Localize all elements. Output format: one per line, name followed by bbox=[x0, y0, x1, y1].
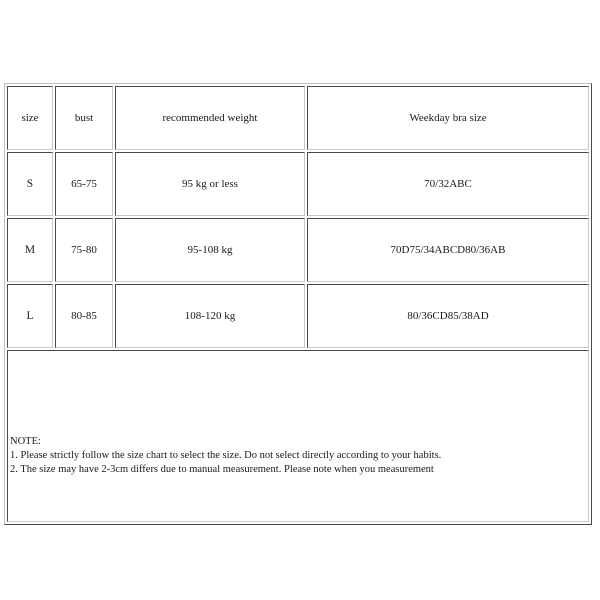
bust-cell: 75-80 bbox=[55, 218, 113, 282]
weight-cell: 95-108 kg bbox=[115, 218, 305, 282]
bra-size-cell: 80/36CD85/38AD bbox=[307, 284, 589, 348]
header-bra-size: Weekday bra size bbox=[307, 86, 589, 150]
bra-size-cell: 70/32ABC bbox=[307, 152, 589, 216]
table-header-row bbox=[7, 86, 589, 150]
note-row bbox=[7, 350, 589, 522]
note-cell bbox=[7, 350, 589, 522]
bra-size-cell: 70D75/34ABCD80/36AB bbox=[307, 218, 589, 282]
note-line-2: 2. The size may have 2-3cm differs due to manual measurement. Please note when you measurement bbox=[10, 463, 434, 475]
bust-cell: 65-75 bbox=[55, 152, 113, 216]
size-chart-table bbox=[4, 83, 592, 525]
weight-cell: 95 kg or less bbox=[115, 152, 305, 216]
header-size: size bbox=[7, 86, 53, 150]
table-row bbox=[7, 284, 589, 348]
bust-cell: 80-85 bbox=[55, 284, 113, 348]
table-row bbox=[7, 152, 589, 216]
note-title: NOTE: bbox=[10, 435, 41, 447]
table-row bbox=[7, 218, 589, 282]
note-line-1: 1. Please strictly follow the size chart to select the size. Do not select directly according to your habits. bbox=[10, 449, 442, 461]
header-recommended-weight: recommended weight bbox=[115, 86, 305, 150]
size-cell: L bbox=[7, 284, 53, 348]
header-bust: bust bbox=[55, 86, 113, 150]
size-cell: M bbox=[7, 218, 53, 282]
weight-cell: 108-120 kg bbox=[115, 284, 305, 348]
size-cell: S bbox=[7, 152, 53, 216]
